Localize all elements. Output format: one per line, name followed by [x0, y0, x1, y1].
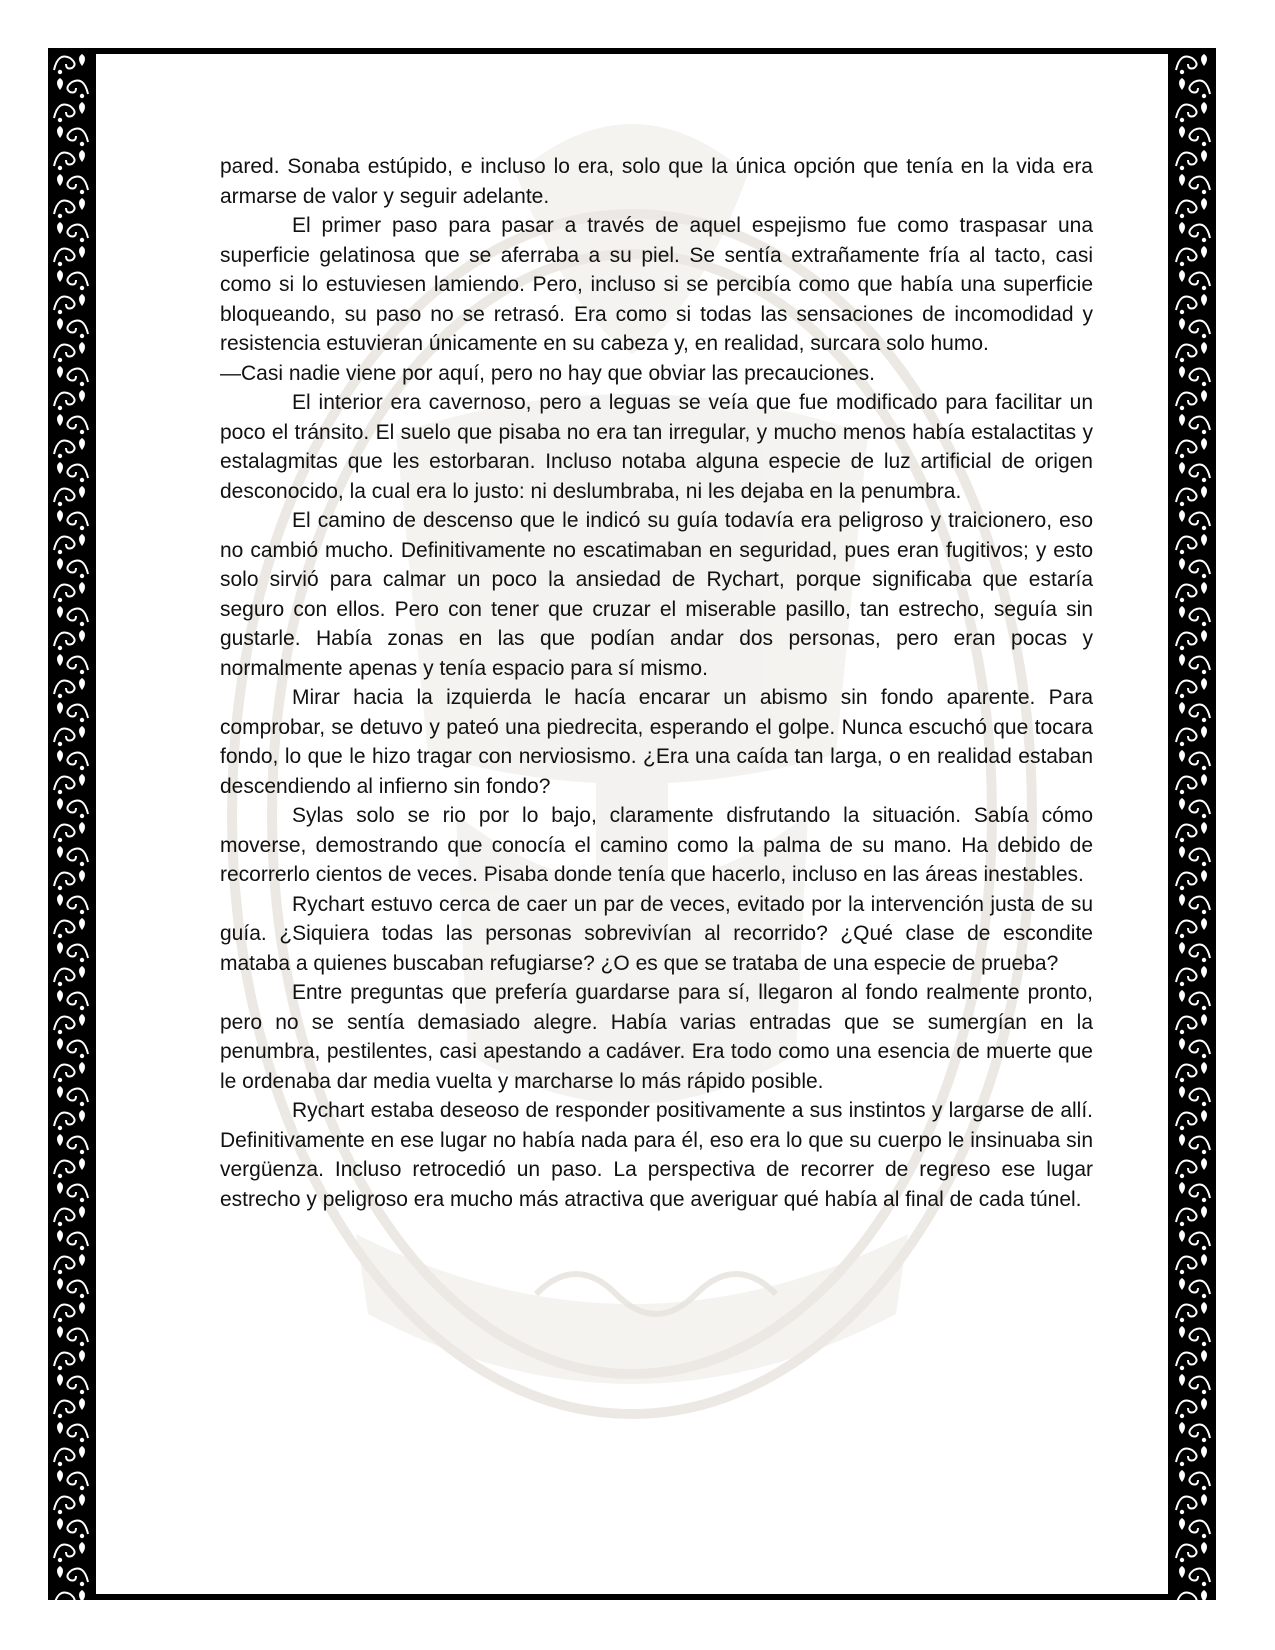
vine-ornament-icon: [1170, 48, 1216, 1600]
paragraph: Rychart estuvo cerca de caer un par de veces, evitado por la intervención justa de su guía. ¿Siquiera todas las personas sobrevivían al recorrido? ¿Qué clase de escondite mataba a quienes buscaban refugiarse? ¿O es que se trataba de una especie de prueba?: [220, 892, 1093, 975]
paragraph: Entre preguntas que prefería guardarse para sí, llegaron al fondo realmente pronto, pero no se sentía demasiado alegre. Había varias entradas que se sumergían en la penumbra, pestilentes, casi apestando a cadáver. Era todo como una esencia de muerte que le ordenaba dar media vuelta y marcharse lo más rápido posible.: [220, 981, 1093, 1093]
paragraph: Rychart estaba deseoso de responder positivamente a sus instintos y largarse de allí. Definitivamente en ese lugar no había nada para él, eso era lo que su cuerpo le insinuaba sin vergüenza. Incluso retrocedió un paso. La perspectiva de recorrer de regreso ese lugar estrecho y peligroso era mucho más atractiva que averiguar qué había al final de cada túnel.: [220, 1099, 1093, 1211]
paragraph: Mirar hacia la izquierda le hacía encarar un abismo sin fondo aparente. Para comprobar, se detuvo y pateó una piedrecita, esperando el golpe. Nunca escuchó que tocara fondo, lo que le hizo tragar con nerviosismo. ¿Era una caída tan larga, o en realidad estaban descendiendo al infierno sin fondo?: [220, 686, 1093, 798]
left-ornamental-border: [48, 48, 94, 1600]
paragraph: pared. Sonaba estúpido, e incluso lo era, solo que la única opción que tenía en la vida era armarse de valor y seguir adelante.: [220, 155, 1093, 208]
paragraph: —Casi nadie viene por aquí, pero no hay que obviar las precauciones.: [220, 361, 875, 385]
page-frame: [48, 48, 1216, 1600]
paragraph: Sylas solo se rio por lo bajo, claramente disfrutando la situación. Sabía cómo moverse, demostrando que conocía el camino como la palma de su mano. Ha debido de recorrerlo cientos de veces. Pisaba donde tenía que hacerlo, incluso en las áreas inestables.: [220, 804, 1093, 886]
vine-ornament-icon: [48, 48, 94, 1600]
paragraph: El camino de descenso que le indicó su guía todavía era peligroso y traicionero, eso no cambió mucho. Definitivamente no escatimaban en seguridad, pues eran fugitivos; y esto solo sirvió para calmar un poco la ansiedad de Rychart, porque significaba que estaría seguro con ellos. Pero con tener que cruzar el miserable pasillo, tan estrecho, seguía sin gustarle. Había zonas en las que podían andar dos personas, pero eran pocas y normalmente apenas y tenía espacio para sí mismo.: [220, 509, 1093, 680]
right-ornamental-border: [1170, 48, 1216, 1600]
paragraph: El interior era cavernoso, pero a leguas se veía que fue modificado para facilitar un poco el tránsito. El suelo que pisaba no era tan irregular, y mucho menos había estalactitas y estalagmitas que les estorbaran. Incluso notaba alguna especie de luz artificial de origen desconocido, la cual era lo justo: ni deslumbraba, ni les dejaba en la penumbra.: [220, 391, 1093, 503]
body-text: [220, 152, 1093, 1214]
paragraph: El primer paso para pasar a través de aquel espejismo fue como traspasar una superficie gelatinosa que se aferraba a su piel. Se sentía extrañamente fría al tacto, casi como si lo estuviesen lamiendo. Pero, incluso si se percibía como que había una superficie bloqueando, su paso no se retrasó. Era como si todas las sensaciones de incomodidad y resistencia estuvieran únicamente en su cabeza y, en realidad, surcara solo humo.: [220, 214, 1093, 355]
page-content-area: [96, 54, 1168, 1594]
